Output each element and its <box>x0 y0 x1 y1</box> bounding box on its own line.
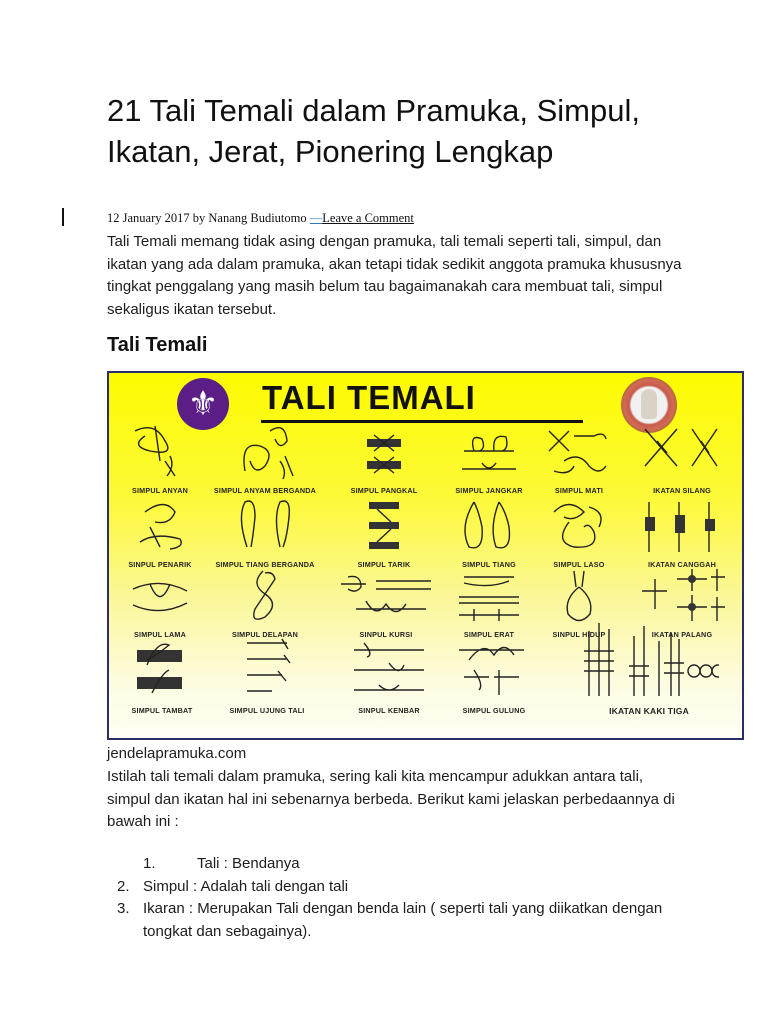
knot-simpul-jangkar: SIMPUL JANGKAR <box>444 421 534 495</box>
knot-sketch-icon <box>554 569 604 625</box>
definition-list <box>107 853 687 943</box>
knot-simpul-lama: SIMPUL LAMA <box>117 569 203 639</box>
knot-sketch-icon <box>235 569 295 625</box>
knot-ikatan-kaki-tiga: IKATAN KAKI TIGA <box>559 621 739 716</box>
knot-simpul-laso: SIMPUL LASO <box>539 497 619 569</box>
meta-dash[interactable]: — <box>309 211 323 225</box>
knot-ikatan-silang: IKATAN SILANG <box>627 421 737 495</box>
knot-ikatan-canggah: IKATAN CANGGAH <box>627 497 737 569</box>
knot-simpul-mati: SIMPUL MATI <box>539 421 619 495</box>
section-title: Tali Temali <box>107 334 208 356</box>
knot-sketch-icon <box>544 421 614 481</box>
knot-sketch-icon <box>544 497 614 555</box>
knot-simpul-tambat: SIMPUL TAMBAT <box>117 635 207 715</box>
knot-sketch-icon <box>336 569 436 625</box>
knot-sketch-icon <box>225 497 305 555</box>
knot-simpul-anyan: SIMPUL ANYAN <box>117 421 203 495</box>
knot-simpul-ujung-tali: SIMPUL UJUNG TALI <box>209 635 325 715</box>
knot-simpul-delapan: SIMPUL DELAPAN <box>205 569 325 639</box>
knot-simpul-gulung: SIMPUL GULUNG <box>444 635 544 715</box>
intro-paragraph: Tali Temali memang tidak asing dengan pramuka, tali temali seperti tali, simpul, dan ikatan yang ada dalam pramuka, akan tetapi tidak sedikit anggota pramuka khususnya tingkat penggalang yang masih belum tau bagaimanakah cara membuat tali, simpul sekaligus ikatan tersebut. <box>107 233 682 318</box>
knot-sketch-icon <box>359 497 409 555</box>
knot-sinpul-penarik: SINPUL PENARIK <box>117 497 203 569</box>
knot-sinpul-kursi: SINPUL KURSI <box>331 569 441 639</box>
knot-sketch-icon <box>125 497 195 555</box>
figure-title: TALI TEMALI <box>262 379 476 416</box>
knot-sketch-icon <box>579 621 719 701</box>
knot-sketch-icon <box>637 497 727 555</box>
knot-sketch-icon <box>349 635 429 701</box>
knot-simpul-tiang: SIMPUL TIANG <box>444 497 534 569</box>
leave-comment-link[interactable]: Leave a Comment <box>322 211 414 225</box>
post-date: 12 January 2017 <box>107 211 190 225</box>
list-item: 2. Simpul : Adalah tali dengan tali <box>117 877 349 895</box>
body-paragraph: Istilah tali temali dalam pramuka, sering kali kita mencampur adukkan antara tali, simpul dan ikatan hal ini sebenarnya berbeda. Berikut kami jelaskan perbedaannya di bawah ini : <box>107 768 675 830</box>
knot-simpul-anyam-berganda: SIMPUL ANYAM BERGANDA <box>205 421 325 495</box>
knot-sinpul-hidup: SINPUL HIDUP <box>539 569 619 639</box>
knot-sketch-icon <box>125 421 195 481</box>
knot-sketch-icon <box>359 421 409 481</box>
text-cursor <box>62 208 64 226</box>
knot-sketch-icon <box>454 421 524 481</box>
post-author: Nanang Budiutomo <box>208 211 307 225</box>
knot-sinpul-kenbar: SINPUL KENBAR <box>339 635 439 715</box>
figure-caption: jendelapramuka.com <box>107 745 247 762</box>
post-meta <box>107 211 414 226</box>
knot-simpul-pangkal: SIMPUL PANGKAL <box>339 421 429 495</box>
knot-sketch-icon <box>232 635 302 701</box>
tali-temali-figure <box>107 371 744 740</box>
knot-simpul-erat: SIMPUL ERAT <box>444 569 534 639</box>
page-title: 21 Tali Temali dalam Pramuka, Simpul, Ikatan, Jerat, Pionering Lengkap <box>107 93 640 169</box>
knot-sketch-icon <box>637 569 727 625</box>
list-item: 1. Tali : Bendanya <box>143 855 300 872</box>
knot-ikatan-palang: IKATAN PALANG <box>627 569 737 639</box>
knot-sketch-icon <box>225 421 305 481</box>
knot-sketch-icon <box>125 569 195 625</box>
knot-simpul-tiang-berganda: SIMPUL TIANG BERGANDA <box>205 497 325 569</box>
post-by: by <box>192 211 206 225</box>
scout-logo-icon: ⚜ <box>177 378 229 430</box>
list-item: 3. Ikaran : Merupakan Tali dengan benda lain ( seperti tali yang diikatkan dengan tongkat dan sebagainya). <box>117 900 663 940</box>
knot-sketch-icon <box>454 635 534 701</box>
knot-sketch-icon <box>454 569 524 625</box>
knot-simpul-tarik: SIMPUL TARIK <box>339 497 429 569</box>
knot-sketch-icon <box>454 497 524 555</box>
knot-sketch-icon <box>637 421 727 481</box>
knot-sketch-icon <box>127 635 197 701</box>
